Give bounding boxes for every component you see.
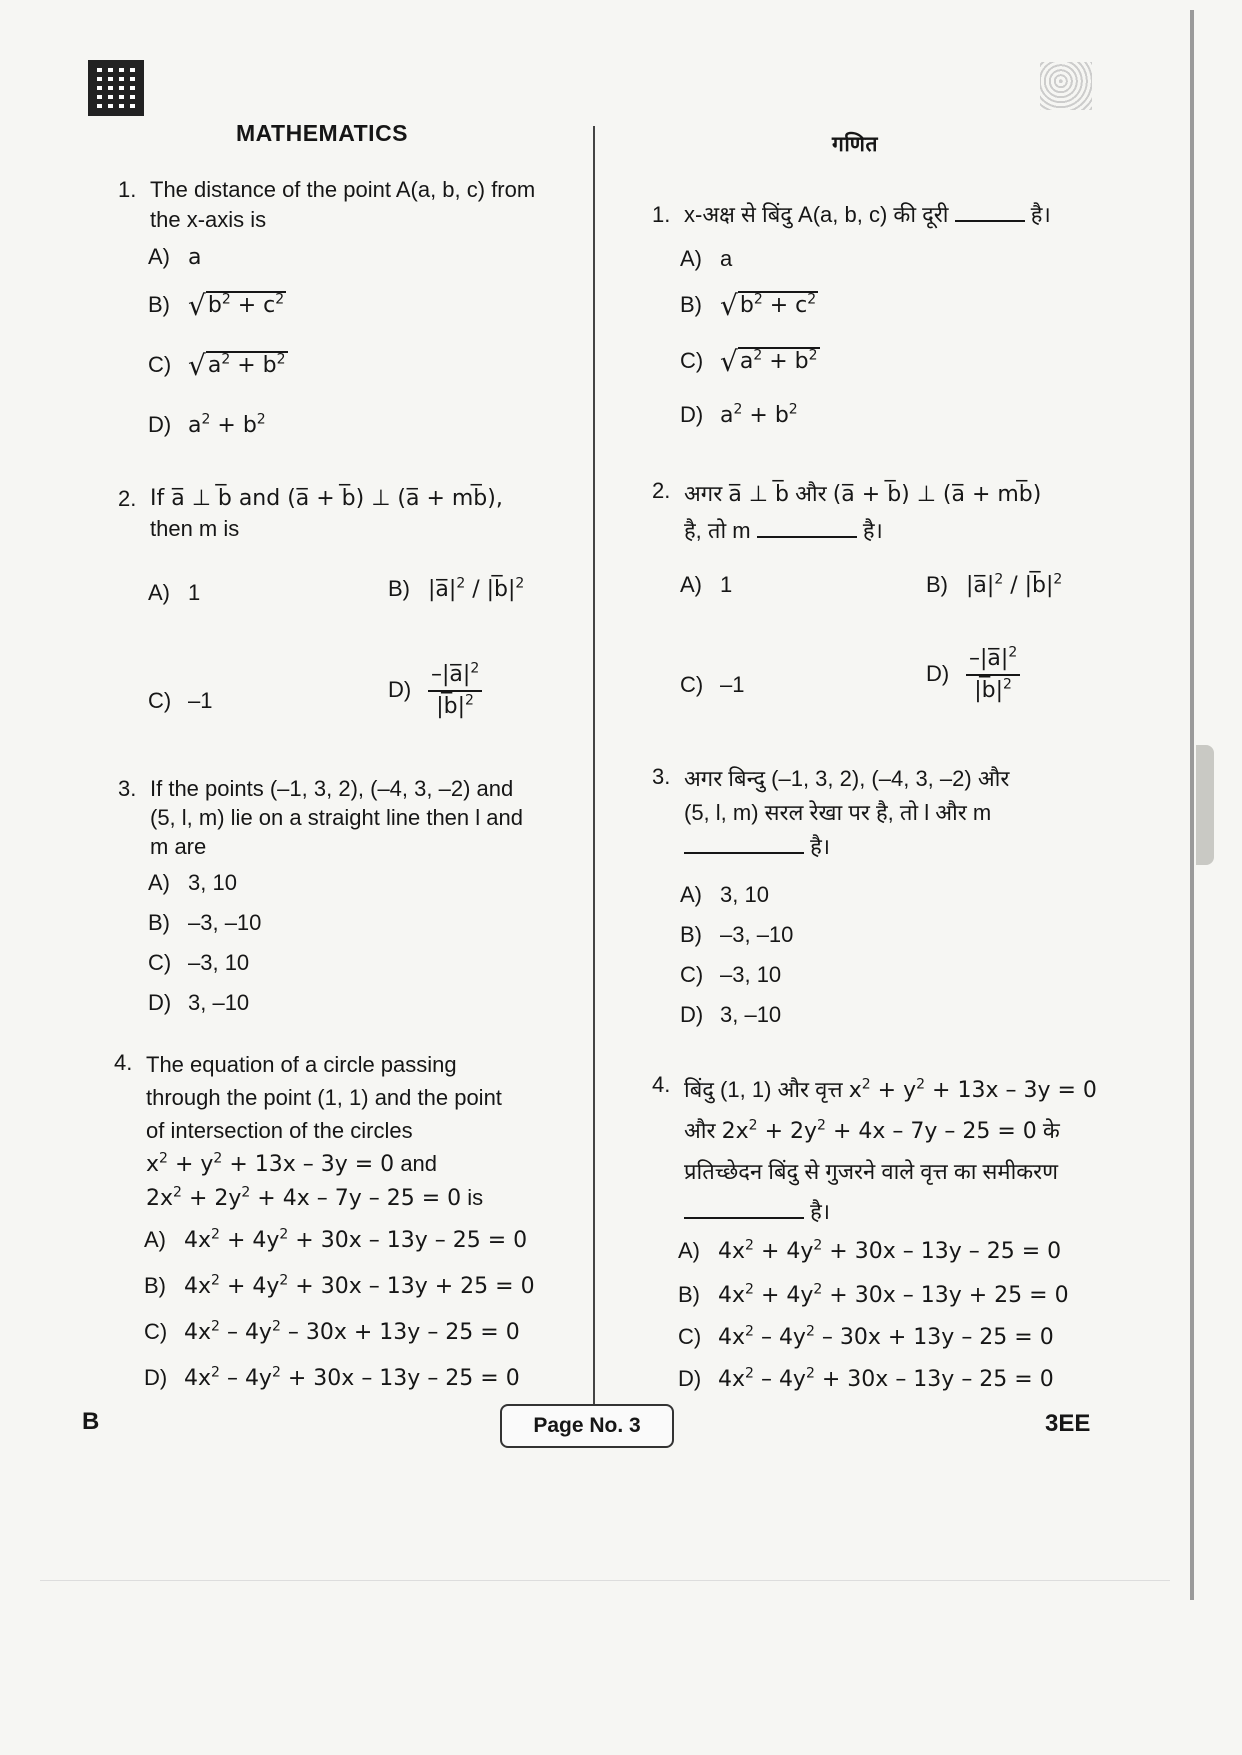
option-c[interactable]: C) $√a^2 + b^2$ — [148, 349, 286, 382]
question-text: अगर बिन्दु (–1, 3, 2), (–4, 3, –2) और (5, l, m) सरल रेखा पर है, तो l और m है। — [684, 766, 1010, 859]
question-text: If a̅ ⊥ b̅ and (a̅ + b̅) ⊥ (a̅ + mb̅), then m is — [150, 486, 503, 541]
question-text: The equation of a circle passing through the point (1, 1) and the point of intersection of the circles $x^2 + y^2 + 13x - 3y = 0$ and $2x^2 + 2y^2 + 4x - 7y - 25 = 0$ is — [146, 1052, 502, 1211]
set-code-right: 3EE — [1045, 1410, 1091, 1437]
question-number: 4. — [114, 1050, 133, 1075]
page-number-box: Page No. 3 — [500, 1404, 674, 1448]
option-b[interactable]: B) $√b^2 + c^2$ — [148, 289, 285, 322]
hindi-title: गणित — [832, 133, 878, 156]
page-tab — [1196, 745, 1214, 865]
option-b[interactable]: B) $|a̅|^2$ / $|b̅|^2$ — [926, 571, 1063, 598]
question-text: The distance of the point A(a, b, c) from the x-axis is — [150, 177, 536, 232]
option-a[interactable]: A) 1 — [680, 572, 733, 597]
option-c[interactable]: C) $4x^2 - 4y^2 - 30x + 13y - 25 = 0$ — [144, 1318, 520, 1345]
bottom-rule — [40, 1580, 1170, 1581]
set-code-left: B — [82, 1408, 100, 1435]
english-title: MATHEMATICS — [236, 120, 409, 146]
question-number: 2. — [118, 486, 137, 511]
option-a[interactable]: A) a — [148, 244, 202, 270]
question-number: 3. — [652, 764, 671, 789]
question-number: 3. — [118, 776, 137, 801]
option-a[interactable]: A) $4x^2 + 4y^2 + 30x - 13y - 25 = 0$ — [144, 1226, 528, 1253]
option-d[interactable]: D) 3, –10 — [148, 990, 250, 1015]
option-c[interactable]: C) –1 — [680, 672, 745, 697]
option-c[interactable]: C) –3, 10 — [680, 962, 782, 987]
option-d[interactable]: D) $a^2 + b^2$ — [680, 401, 798, 428]
option-d[interactable]: D) $4x^2 - 4y^2 + 30x - 13y - 25 = 0$ — [144, 1364, 520, 1391]
qr-code — [88, 60, 144, 116]
option-a[interactable]: A) 3, 10 — [148, 870, 237, 895]
question-text: अगर a̅ ⊥ b̅ और (a̅ + b̅) ⊥ (a̅ + mb̅) है, तो m है। — [684, 481, 1042, 543]
column-divider — [593, 126, 595, 1416]
question-number: 1. — [652, 202, 671, 227]
option-b[interactable]: B) $4x^2 + 4y^2 + 30x - 13y + 25 = 0$ — [144, 1272, 535, 1299]
option-d[interactable]: D) $\frac{-|a̅|^2}{|b̅|^2}$ — [926, 644, 1020, 706]
option-b[interactable]: B) –3, –10 — [680, 922, 794, 947]
option-a[interactable]: A) a — [680, 246, 733, 271]
sqrt-expression: $√a^2 + b^2$ — [188, 349, 286, 382]
fraction: $\frac{-|a̅|^2}{|b̅|^2}$ — [428, 660, 482, 722]
stamp-mark — [1040, 62, 1092, 110]
sqrt-expression: $√b^2 + c^2$ — [720, 289, 817, 322]
question-number: 1. — [118, 177, 137, 202]
option-b[interactable]: B) $√b^2 + c^2$ — [680, 289, 817, 322]
sqrt-expression: $√b^2 + c^2$ — [188, 289, 285, 322]
fraction: $\frac{-|a̅|^2}{|b̅|^2}$ — [966, 644, 1020, 706]
question-text: x-अक्ष से बिंदु A(a, b, c) की दूरी है। — [684, 202, 1051, 227]
option-a[interactable]: A) 1 — [148, 580, 201, 605]
option-d[interactable]: D) 3, –10 — [680, 1002, 782, 1027]
option-b[interactable]: B) –3, –10 — [148, 910, 262, 935]
question-number: 2. — [652, 478, 671, 503]
page-edge — [1190, 10, 1194, 1600]
question-number: 4. — [652, 1072, 671, 1097]
option-c[interactable]: C) –3, 10 — [148, 950, 250, 975]
question-text: If the points (–1, 3, 2), (–4, 3, –2) and (5, l, m) lie on a straight line then l and m are — [150, 776, 523, 859]
option-a[interactable]: A) 3, 10 — [680, 882, 769, 907]
option-a[interactable]: A) $4x^2 + 4y^2 + 30x - 13y - 25 = 0$ — [678, 1237, 1062, 1264]
option-d[interactable]: D) $a^2 + b^2$ — [148, 411, 266, 438]
option-b[interactable]: B) $|a̅|^2$ / $|b̅|^2$ — [388, 575, 525, 602]
option-d[interactable]: D) $4x^2 - 4y^2 + 30x - 13y - 25 = 0$ — [678, 1365, 1054, 1392]
option-c[interactable]: C) $√a^2 + b^2$ — [680, 345, 818, 378]
question-text: बिंदु (1, 1) और वृत्त $x^2 + y^2 + 13x - 3y = 0$ और $2x^2 + 2y^2 + 4x - 7y - 25 = 0$ के प्रतिच्छेदन बिंदु से गुजरने वाले वृत्त का समीकरण है। — [684, 1076, 1097, 1224]
sqrt-expression: $√a^2 + b^2$ — [720, 345, 818, 378]
option-b[interactable]: B) $4x^2 + 4y^2 + 30x - 13y + 25 = 0$ — [678, 1281, 1069, 1308]
option-c[interactable]: C) –1 — [148, 688, 213, 713]
option-c[interactable]: C) $4x^2 - 4y^2 - 30x + 13y - 25 = 0$ — [678, 1323, 1054, 1350]
option-d[interactable]: D) $\frac{-|a̅|^2}{|b̅|^2}$ — [388, 660, 482, 722]
